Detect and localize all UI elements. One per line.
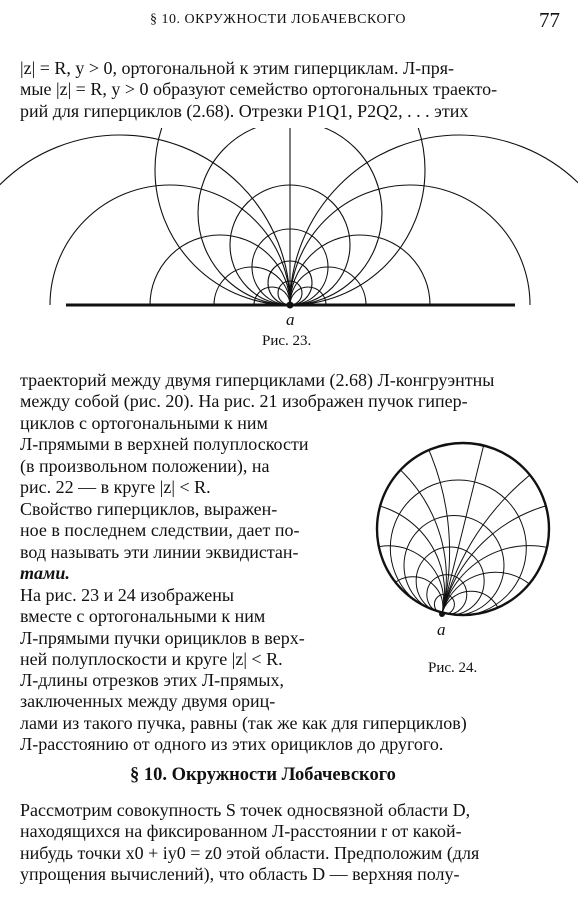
text-line: Л-длины отрезков этих Л-прямых, [20, 670, 285, 691]
text-line: вместе с ортогональными к ним [20, 606, 266, 627]
geodesic [358, 546, 444, 640]
text-line: упрощения вычислений), что область D — верхняя полу- [20, 863, 460, 884]
left-column-1 [20, 413, 350, 498]
text-line: заключенных между двумя ориц- [20, 691, 276, 712]
fig23-point-label: a [286, 310, 295, 329]
text-line: нибудь точки x0 + iy0 = z0 этой области. Предположим (для [20, 842, 480, 863]
page-header [0, 8, 578, 34]
fig23-caption: Рис. 23. [262, 333, 312, 349]
text-line: Свойство гиперциклов, выражен- [20, 499, 278, 519]
geodesic [442, 430, 495, 614]
text-line: вод называть эти линии эквидистан- [20, 541, 299, 562]
text-line: Рассмотрим совокупность S точек односвязной области D, [20, 800, 471, 820]
geodesic [290, 135, 578, 328]
middle-paragraph [20, 370, 560, 413]
figure-23-horocycles-half-plane [0, 128, 578, 328]
left-column-2 [20, 499, 350, 584]
text-line: между собой (рис. 20). На рис. 21 изображен пучок гипер- [20, 391, 468, 412]
text-line: ное в последнем следствии, дает по- [20, 520, 300, 541]
text-line: рис. 22 — в круге |z| < R. [20, 476, 211, 497]
text-line: траекторий между двумя гиперциклами (2.68) Л-конгруэнтны [20, 370, 495, 390]
text-line: рий для гиперциклов (2.68). Отрезки P1Q1, P2Q2, . . . этих [20, 100, 469, 121]
text-line: лами из такого пучка, равны (так же как для гиперциклов) [20, 713, 467, 733]
left-column-3 [20, 585, 350, 713]
top-paragraph [20, 58, 560, 122]
geodesic [150, 235, 290, 328]
text-line: находящихся на фиксированном Л-расстоянии r от какой- [20, 821, 462, 842]
fig24-point-label: a [437, 620, 446, 639]
text-line: На рис. 23 и 24 изображены [20, 585, 234, 605]
text-line: |z| = R, y > 0, ортогональной к этим гиперциклам. Л-пря- [20, 58, 455, 78]
geodesic [290, 235, 430, 328]
bottom-paragraph [20, 713, 560, 756]
section-heading: § 10. Окружности Лобачевского [130, 765, 396, 785]
geodesic [383, 577, 443, 637]
text-line: Л-прямыми в верхней полуплоскости [20, 434, 309, 455]
final-paragraph [20, 800, 560, 885]
text-line: (в произвольном положении), на [20, 455, 270, 476]
running-title: § 10. ОКРУЖНОСТИ ЛОБАЧЕВСКОГО [150, 12, 406, 27]
point-a [439, 611, 445, 617]
geodesic [358, 502, 445, 640]
point-a [287, 302, 294, 309]
figure-24-horocycles-disk [358, 430, 568, 640]
text-line: Л-расстоянию от одного из этих орициклов до другого. [20, 734, 444, 755]
text-line: циклов с ортогональными к ним [20, 413, 268, 433]
text-line: тами. [20, 562, 70, 583]
text-line: ней полуплоскости и круге |z| < R. [20, 648, 283, 669]
text-line: Л-прямыми пучки орициклов в верх- [20, 627, 305, 648]
fig24-caption: Рис. 24. [428, 660, 478, 676]
text-line: мые |z| = R, y > 0 образуют семейство ортогональных траекто- [20, 79, 498, 100]
geodesic [0, 135, 290, 328]
page-number: 77 [539, 8, 560, 32]
